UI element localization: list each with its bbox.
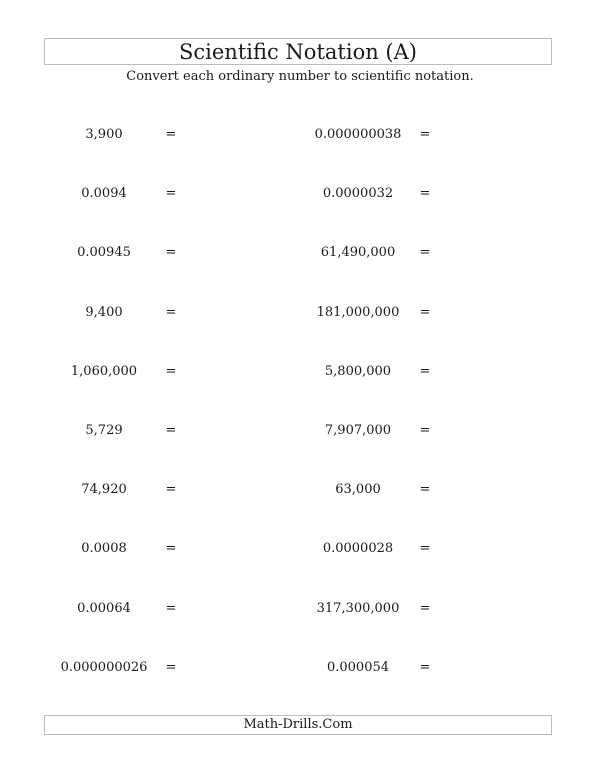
equals-sign: = <box>419 660 431 675</box>
problem-left-number: 9,400 <box>85 305 123 320</box>
problem-right-number: 0.0000028 <box>322 541 394 556</box>
equals-sign: = <box>165 245 177 260</box>
equals-sign: = <box>165 127 177 142</box>
equals-sign: = <box>165 601 177 616</box>
equals-sign: = <box>419 245 431 260</box>
equals-sign: = <box>165 364 177 379</box>
problem-right-number: 0.000000038 <box>314 127 402 142</box>
equals-sign: = <box>419 601 431 616</box>
problem-right-number: 0.0000032 <box>322 186 394 201</box>
equals-sign: = <box>165 660 177 675</box>
problem-left-number: 0.0094 <box>81 186 127 201</box>
problem-right-number: 7,907,000 <box>324 423 392 438</box>
equals-sign: = <box>165 482 177 497</box>
footer-credit: Math-Drills.Com <box>44 715 552 735</box>
equals-sign: = <box>419 482 431 497</box>
problem-right-number: 5,800,000 <box>324 364 392 379</box>
equals-sign: = <box>419 305 431 320</box>
equals-sign: = <box>419 186 431 201</box>
worksheet-title: Scientific Notation (A) <box>44 38 552 65</box>
equals-sign: = <box>419 541 431 556</box>
equals-sign: = <box>419 423 431 438</box>
problem-right-number: 0.000054 <box>326 660 390 675</box>
equals-sign: = <box>419 127 431 142</box>
problem-left-number: 0.000000026 <box>60 660 148 675</box>
problem-left-number: 0.00064 <box>77 601 131 616</box>
problem-left-number: 0.00945 <box>77 245 131 260</box>
equals-sign: = <box>165 423 177 438</box>
problem-right-number: 317,300,000 <box>316 601 400 616</box>
problem-right-number: 63,000 <box>335 482 381 497</box>
problem-left-number: 0.0008 <box>81 541 127 556</box>
equals-sign: = <box>165 541 177 556</box>
worksheet-instructions: Convert each ordinary number to scientific notation. <box>126 69 474 84</box>
problem-right-number: 61,490,000 <box>320 245 396 260</box>
equals-sign: = <box>165 305 177 320</box>
equals-sign: = <box>419 364 431 379</box>
problem-left-number: 1,060,000 <box>70 364 138 379</box>
problem-left-number: 74,920 <box>81 482 127 497</box>
problem-right-number: 181,000,000 <box>316 305 400 320</box>
problem-left-number: 3,900 <box>85 127 123 142</box>
equals-sign: = <box>165 186 177 201</box>
problem-left-number: 5,729 <box>85 423 123 438</box>
